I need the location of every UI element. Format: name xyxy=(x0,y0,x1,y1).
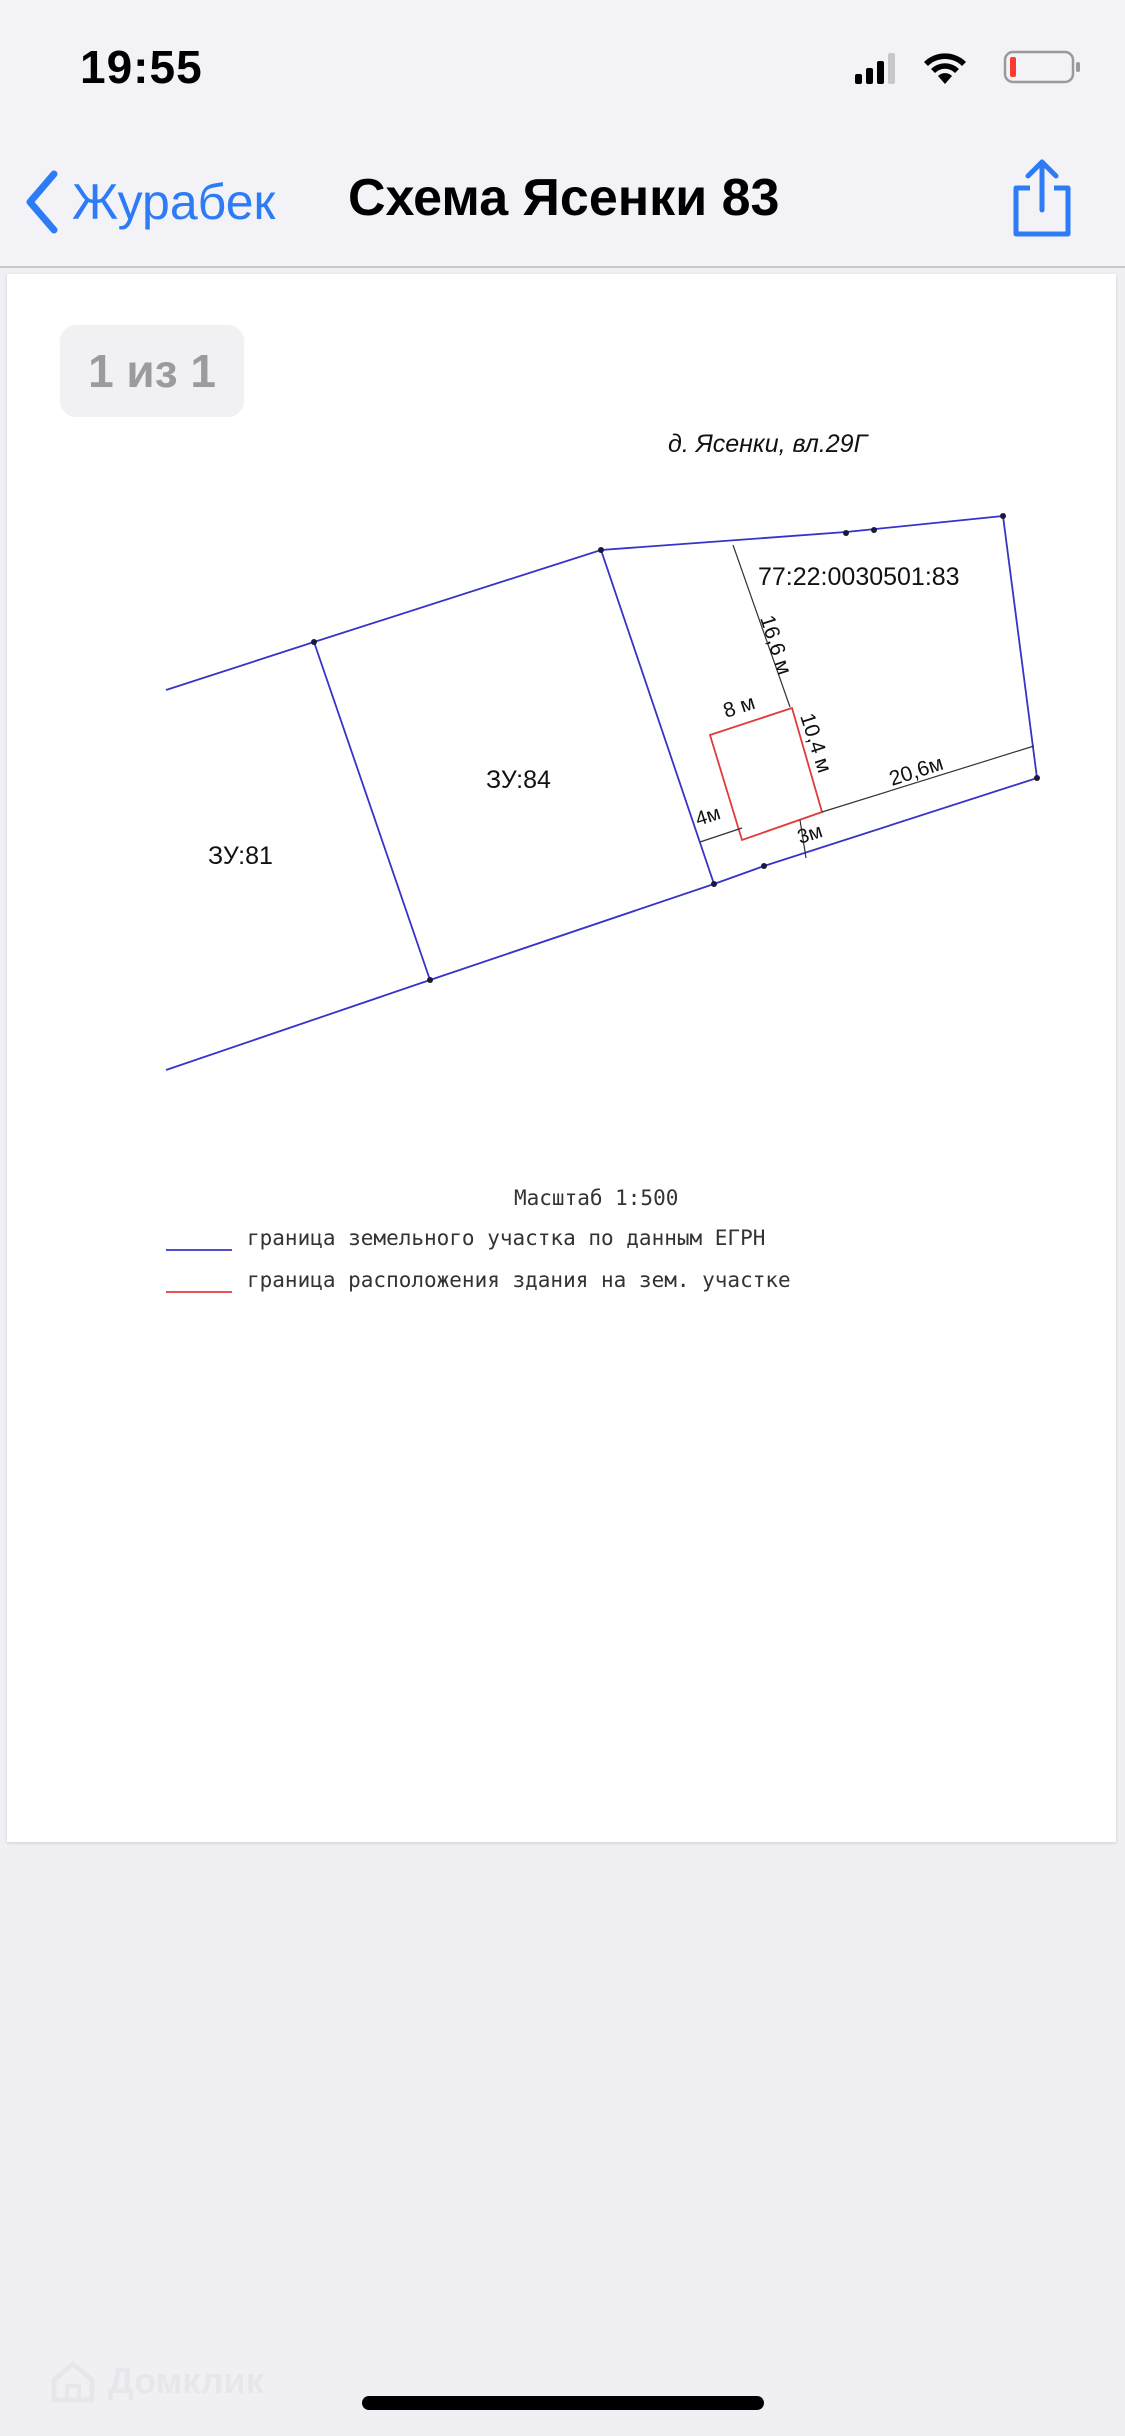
parcel-81-label: ЗУ:81 xyxy=(208,842,273,870)
legend-building-boundary-label: граница расположения здания на зем. участке xyxy=(247,1268,791,1292)
watermark xyxy=(48,2356,264,2406)
parcel-84-label: ЗУ:84 xyxy=(486,766,551,794)
back-label: Журабек xyxy=(72,174,276,230)
status-time: 19:55 xyxy=(80,41,203,93)
dimension-east-label: 20,6м xyxy=(886,751,947,791)
dimension-north-label: 16,6 м xyxy=(755,612,797,678)
scheme-address: д. Ясенки, вл.29Г xyxy=(668,430,868,458)
scale-label: Масштаб 1:500 xyxy=(514,1186,679,1210)
dimension-line-west xyxy=(700,828,742,842)
page-title: Схема Ясенки 83 xyxy=(348,169,780,227)
watermark-text: Домклик xyxy=(108,2360,264,2401)
parcel-boundary-north xyxy=(166,516,1003,690)
parcel-divider-81-84 xyxy=(314,642,430,980)
parcel-boundary-south xyxy=(166,778,1037,1070)
parcel-boundary-east xyxy=(1003,516,1037,778)
parcel-main-label: 77:22:0030501:83 xyxy=(758,563,960,591)
house-logo-icon xyxy=(48,2356,98,2406)
legend-parcel-boundary-label: граница земельного участка по данным ЕГРН xyxy=(247,1226,766,1250)
dimension-building-width-label: 8 м xyxy=(720,691,758,723)
home-indicator[interactable] xyxy=(362,2396,764,2410)
page-indicator: 1 из 1 xyxy=(60,325,244,417)
dimension-south-label: 3м xyxy=(794,820,826,849)
dimension-west-label: 4м xyxy=(692,802,724,831)
parcel-divider-84-83 xyxy=(601,550,714,884)
dimension-building-depth-label: 10,4 м xyxy=(795,710,837,776)
parcel-boundaries xyxy=(166,516,1037,1070)
